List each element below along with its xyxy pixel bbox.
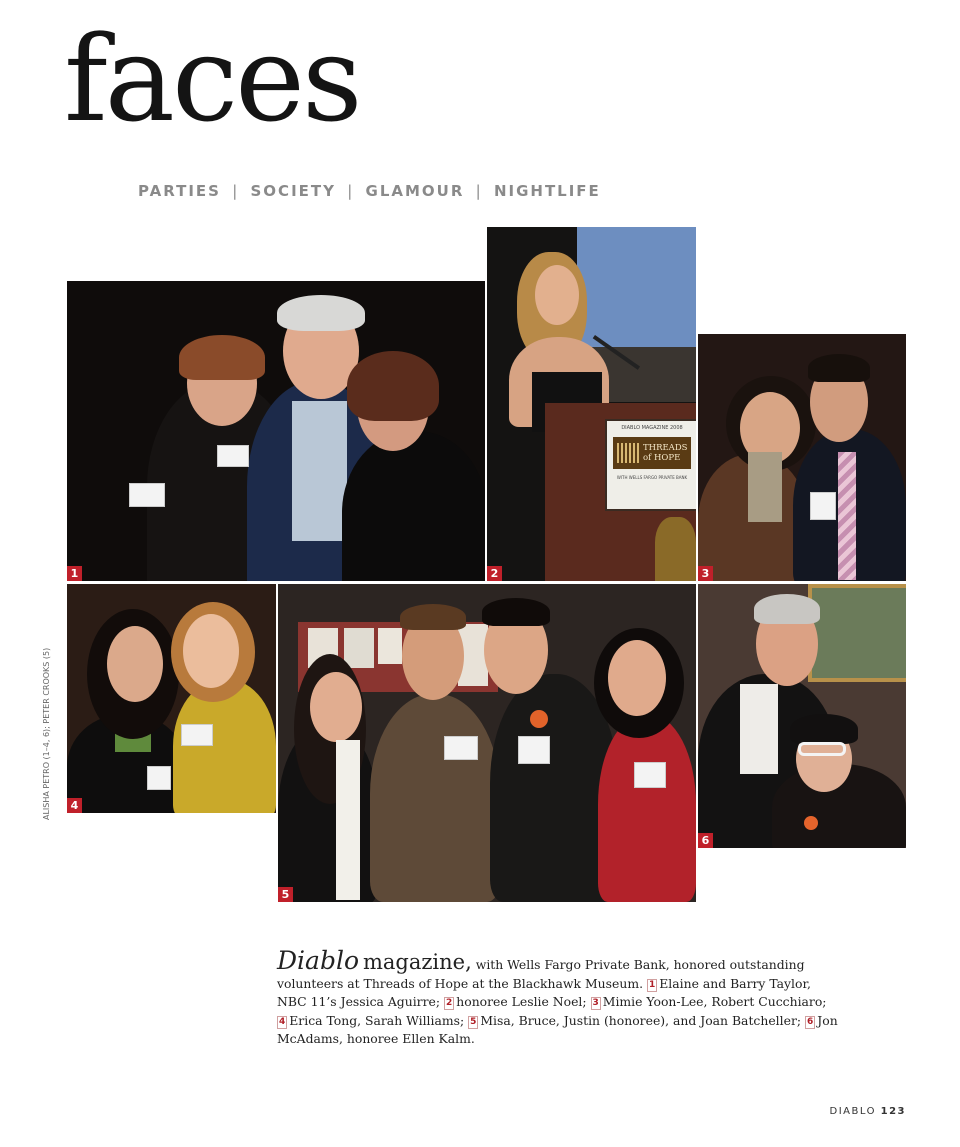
person-hair <box>179 335 265 380</box>
caption-number-1: 1 <box>648 979 656 990</box>
photo-number: 1 <box>67 566 82 581</box>
photo-2 <box>487 227 696 581</box>
person-hair <box>277 295 365 331</box>
white-glasses <box>798 742 846 756</box>
name-badge <box>217 445 249 467</box>
caption-number-2: 2 <box>445 998 453 1008</box>
name-badge <box>634 762 666 788</box>
corsage <box>804 816 818 830</box>
poster <box>378 628 402 664</box>
person-hair <box>400 604 466 630</box>
subnav-separator: | <box>475 182 483 200</box>
photo-1 <box>67 281 485 581</box>
person-head <box>608 640 666 716</box>
photo-3 <box>698 334 906 581</box>
caption-lead-roman: magazine, <box>362 950 472 974</box>
podium-sign <box>605 419 696 511</box>
white-shirt <box>740 684 778 774</box>
caption-number-5: 5 <box>470 1016 477 1027</box>
photo-6 <box>698 584 906 848</box>
patterned-shirt <box>292 401 347 541</box>
name-badge <box>444 736 478 760</box>
person-figure <box>370 694 500 902</box>
name-badge <box>518 736 550 764</box>
subnav-glamour: GLAMOUR <box>365 182 465 200</box>
caption-intro: with Wells Fargo Private Bank, honored outstanding volunteers at Threads of Hope at the Blackhawk Museum. <box>277 957 805 991</box>
threads-of-hope-logo <box>613 437 691 469</box>
podium-sign-bottom: WITH WELLS FARGO PRIVATE BANK <box>616 475 688 480</box>
person-hair <box>808 354 870 382</box>
caption-item-2: honoree Leslie Noel; <box>456 994 587 1009</box>
podium-sign-top: DIABLO MAGAZINE 2008 <box>621 425 683 431</box>
photo-caption <box>277 946 842 1049</box>
photo-5 <box>278 584 696 902</box>
podium-sign-logo-text: THREADS of HOPE <box>643 443 688 463</box>
folio-page-number: 123 <box>880 1106 906 1117</box>
subnav-separator: | <box>347 182 355 200</box>
photo-number: 5 <box>278 887 293 902</box>
person-figure <box>598 714 696 902</box>
photo-number: 4 <box>67 798 82 813</box>
caption-item-1: Elaine and Barry Taylor, NBC 11’s Jessica Aguirre; <box>277 975 811 1009</box>
caption-lead-italic: Diablo <box>277 946 359 975</box>
name-badge <box>147 766 171 790</box>
person-hair <box>754 594 820 624</box>
photo-number: 2 <box>487 566 502 581</box>
striped-tie <box>838 452 856 580</box>
name-badge <box>810 492 836 520</box>
person-hair <box>347 351 439 421</box>
logo-emblem-icon <box>617 443 639 463</box>
person-head <box>183 614 239 688</box>
subnav-parties: PARTIES <box>138 182 221 200</box>
section-subnav <box>138 182 601 200</box>
caption-number-6: 6 <box>807 1016 814 1027</box>
person-head <box>310 672 362 742</box>
name-badge <box>181 724 213 746</box>
photo-number: 6 <box>698 833 713 848</box>
photo-credit: ALISHA PETRO (1–4, 6); PETER CROOKS (5) <box>42 647 51 820</box>
subnav-separator: | <box>232 182 240 200</box>
caption-item-4: Erica Tong, Sarah Williams; <box>289 1012 465 1028</box>
subnav-nightlife: NIGHTLIFE <box>493 182 601 200</box>
flowers <box>655 517 696 581</box>
person-hat <box>790 714 858 744</box>
name-badge <box>129 483 165 507</box>
caption-number-4: 4 <box>279 1016 286 1027</box>
page-folio <box>830 1106 907 1117</box>
photo-number: 3 <box>698 566 713 581</box>
boutonniere <box>530 710 548 728</box>
subnav-society: SOCIETY <box>250 182 336 200</box>
caption-item-6: Jon McAdams, honoree Ellen Kalm. <box>277 1012 838 1046</box>
photo-4 <box>67 584 276 813</box>
person-head <box>535 265 579 325</box>
person-figure <box>342 431 485 581</box>
caption-item-3: Mimie Yoon-Lee, Robert Cucchiaro; <box>602 994 827 1009</box>
caption-number-3: 3 <box>592 998 599 1008</box>
person-head <box>107 626 163 702</box>
projection-screen <box>577 227 696 347</box>
page-title: faces <box>64 10 360 148</box>
poster <box>344 628 374 668</box>
white-scarf <box>336 740 360 900</box>
folio-magazine: DIABLO <box>829 1106 876 1117</box>
person-hair <box>482 598 550 626</box>
scarf <box>748 452 782 522</box>
framed-painting <box>808 584 906 682</box>
caption-item-5: Misa, Bruce, Justin (honoree), and Joan Batcheller; <box>480 1012 802 1028</box>
